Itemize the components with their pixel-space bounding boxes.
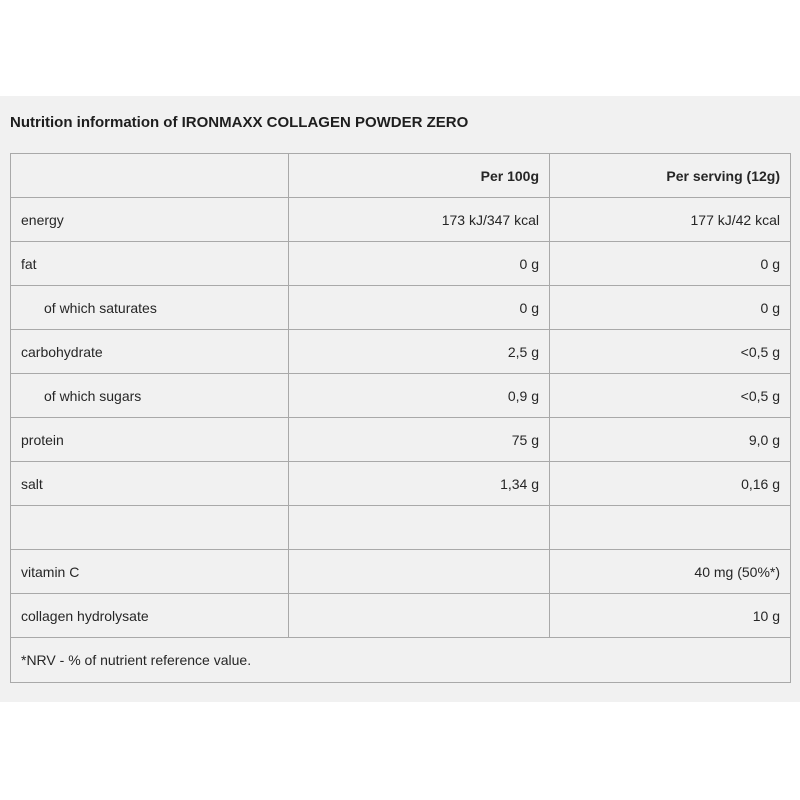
header-row xyxy=(11,154,791,198)
row-label: collagen hydrolysate xyxy=(11,594,289,638)
per-100g-value: 0,9 g xyxy=(289,374,550,418)
header-per-serving: Per serving (12g) xyxy=(550,154,791,198)
nutrition-table xyxy=(10,153,791,683)
row-label: of which sugars xyxy=(11,374,289,418)
per-serving-value: 10 g xyxy=(550,594,791,638)
row-label: protein xyxy=(11,418,289,462)
table-title: Nutrition information of IRONMAXX COLLAGEN POWDER ZERO xyxy=(10,114,469,131)
per-100g-value xyxy=(289,550,550,594)
per-serving-value: 40 mg (50%*) xyxy=(550,550,791,594)
per-serving-value: 0 g xyxy=(550,242,791,286)
table-row xyxy=(11,462,791,506)
table-row xyxy=(11,198,791,242)
table-row xyxy=(11,550,791,594)
per-serving-value: 0 g xyxy=(550,286,791,330)
per-serving-value: 9,0 g xyxy=(550,418,791,462)
per-serving-value: <0,5 g xyxy=(550,330,791,374)
per-100g-value xyxy=(289,594,550,638)
per-100g-value: 0 g xyxy=(289,242,550,286)
row-label xyxy=(11,506,289,550)
per-serving-value: <0,5 g xyxy=(550,374,791,418)
row-label: fat xyxy=(11,242,289,286)
per-100g-value: 75 g xyxy=(289,418,550,462)
header-cell-empty xyxy=(11,154,289,198)
table-row xyxy=(11,242,791,286)
row-label: carbohydrate xyxy=(11,330,289,374)
row-label: of which saturates xyxy=(11,286,289,330)
per-100g-value: 1,34 g xyxy=(289,462,550,506)
row-label: salt xyxy=(11,462,289,506)
table-row xyxy=(11,330,791,374)
row-label: energy xyxy=(11,198,289,242)
table-row xyxy=(11,286,791,330)
per-100g-value: 2,5 g xyxy=(289,330,550,374)
footnote-row xyxy=(11,638,791,683)
per-100g-value xyxy=(289,506,550,550)
table-row xyxy=(11,374,791,418)
per-100g-value: 0 g xyxy=(289,286,550,330)
per-serving-value: 177 kJ/42 kcal xyxy=(550,198,791,242)
row-label: vitamin C xyxy=(11,550,289,594)
per-serving-value xyxy=(550,506,791,550)
table-row-empty xyxy=(11,506,791,550)
table-row xyxy=(11,418,791,462)
header-per-100g: Per 100g xyxy=(289,154,550,198)
per-serving-value: 0,16 g xyxy=(550,462,791,506)
footnote: *NRV - % of nutrient reference value. xyxy=(11,638,791,683)
table-row xyxy=(11,594,791,638)
per-100g-value: 173 kJ/347 kcal xyxy=(289,198,550,242)
